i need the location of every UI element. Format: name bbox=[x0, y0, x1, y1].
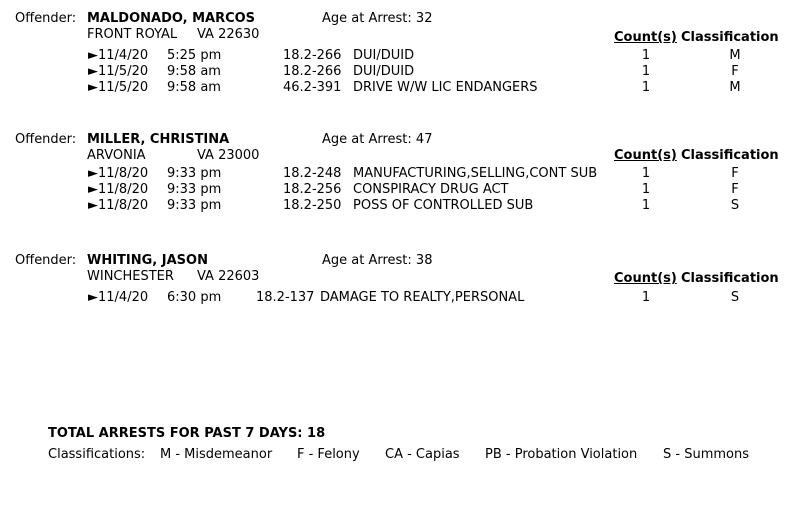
charge-code: 18.2-266 bbox=[283, 48, 342, 63]
charge-count: 1 bbox=[641, 48, 651, 63]
age-at-arrest: Age at Arrest: 32 bbox=[322, 11, 433, 26]
charge-code: 18.2-248 bbox=[283, 166, 342, 181]
total-arrests: TOTAL ARRESTS FOR PAST 7 DAYS: 18 bbox=[48, 426, 326, 441]
counts-header: Count(s) bbox=[614, 148, 677, 163]
charge-row bbox=[0, 290, 800, 306]
charge-description: MANUFACTURING,SELLING,CONT SUB bbox=[353, 166, 598, 181]
charge-date: ►11/8/20 bbox=[88, 198, 149, 213]
offender-label: Offender: bbox=[15, 132, 77, 147]
charge-code: 18.2-137 bbox=[256, 290, 315, 305]
charge-count: 1 bbox=[641, 198, 651, 213]
charge-count: 1 bbox=[641, 64, 651, 79]
charge-description: DUI/DUID bbox=[353, 64, 415, 79]
legend-summons: S - Summons bbox=[663, 447, 749, 462]
charge-time: 9:58 am bbox=[167, 80, 221, 95]
offender-state-zip: VA 22630 bbox=[197, 27, 260, 42]
charge-classification: F bbox=[731, 182, 739, 197]
charge-classification: M bbox=[729, 80, 741, 95]
charge-classification: S bbox=[730, 290, 740, 305]
charge-description: DUI/DUID bbox=[353, 48, 415, 63]
charge-date: ►11/4/20 bbox=[88, 48, 149, 63]
charge-count: 1 bbox=[641, 80, 651, 95]
charge-description: CONSPIRACY DRUG ACT bbox=[353, 182, 509, 197]
charge-row bbox=[0, 80, 800, 96]
charge-classification: F bbox=[731, 166, 739, 181]
charge-description: POSS OF CONTROLLED SUB bbox=[353, 198, 534, 213]
charge-count: 1 bbox=[641, 290, 651, 305]
charge-time: 6:30 pm bbox=[167, 290, 222, 305]
charge-row bbox=[0, 182, 800, 198]
offender-record bbox=[0, 132, 800, 213]
age-at-arrest: Age at Arrest: 38 bbox=[322, 253, 433, 268]
charge-row bbox=[0, 48, 800, 64]
charge-code: 18.2-256 bbox=[283, 182, 342, 197]
charge-time: 9:33 pm bbox=[167, 198, 222, 213]
offender-city: WINCHESTER bbox=[87, 269, 174, 284]
offender-state-zip: VA 23000 bbox=[197, 148, 260, 163]
classification-header: Classification bbox=[681, 148, 779, 163]
offender-state-zip: VA 22603 bbox=[197, 269, 260, 284]
legend-title: Classifications: bbox=[48, 447, 146, 462]
charge-date: ►11/4/20 bbox=[88, 290, 149, 305]
offender-name: MILLER, CHRISTINA bbox=[87, 132, 230, 147]
classification-header: Classification bbox=[681, 271, 779, 286]
charge-row bbox=[0, 166, 800, 182]
legend-capias: CA - Capias bbox=[385, 447, 460, 462]
charge-code: 18.2-266 bbox=[283, 64, 342, 79]
counts-header: Count(s) bbox=[614, 30, 677, 45]
charge-time: 9:58 am bbox=[167, 64, 221, 79]
charge-date: ►11/8/20 bbox=[88, 182, 149, 197]
offender-city: ARVONIA bbox=[87, 148, 146, 163]
offender-label: Offender: bbox=[15, 253, 77, 268]
charge-code: 46.2-391 bbox=[283, 80, 342, 95]
charge-date: ►11/5/20 bbox=[88, 64, 149, 79]
charge-count: 1 bbox=[641, 182, 651, 197]
charge-description: DAMAGE TO REALTY,PERSONAL bbox=[320, 290, 525, 305]
offender-record bbox=[0, 253, 800, 313]
charge-classification: F bbox=[731, 64, 739, 79]
charge-description: DRIVE W/W LIC ENDANGERS bbox=[353, 80, 538, 95]
legend-probation-violation: PB - Probation Violation bbox=[485, 447, 638, 462]
offender-name: WHITING, JASON bbox=[87, 253, 208, 268]
charge-date: ►11/5/20 bbox=[88, 80, 149, 95]
charge-row bbox=[0, 64, 800, 80]
charge-classification: S bbox=[730, 198, 740, 213]
age-at-arrest: Age at Arrest: 47 bbox=[322, 132, 433, 147]
legend-misdemeanor: M - Misdemeanor bbox=[160, 447, 273, 462]
classification-header: Classification bbox=[681, 30, 779, 45]
counts-header: Count(s) bbox=[614, 271, 677, 286]
charge-classification: M bbox=[729, 48, 741, 63]
charge-time: 5:25 pm bbox=[167, 48, 222, 63]
offender-label: Offender: bbox=[15, 11, 77, 26]
offender-city: FRONT ROYAL bbox=[87, 27, 178, 42]
offender-name: MALDONADO, MARCOS bbox=[87, 11, 256, 26]
charge-row bbox=[0, 198, 800, 214]
charge-date: ►11/8/20 bbox=[88, 166, 149, 181]
charge-time: 9:33 pm bbox=[167, 166, 222, 181]
charge-code: 18.2-250 bbox=[283, 198, 342, 213]
legend-felony: F - Felony bbox=[297, 447, 360, 462]
offender-record bbox=[0, 11, 800, 95]
charge-count: 1 bbox=[641, 166, 651, 181]
charge-time: 9:33 pm bbox=[167, 182, 222, 197]
